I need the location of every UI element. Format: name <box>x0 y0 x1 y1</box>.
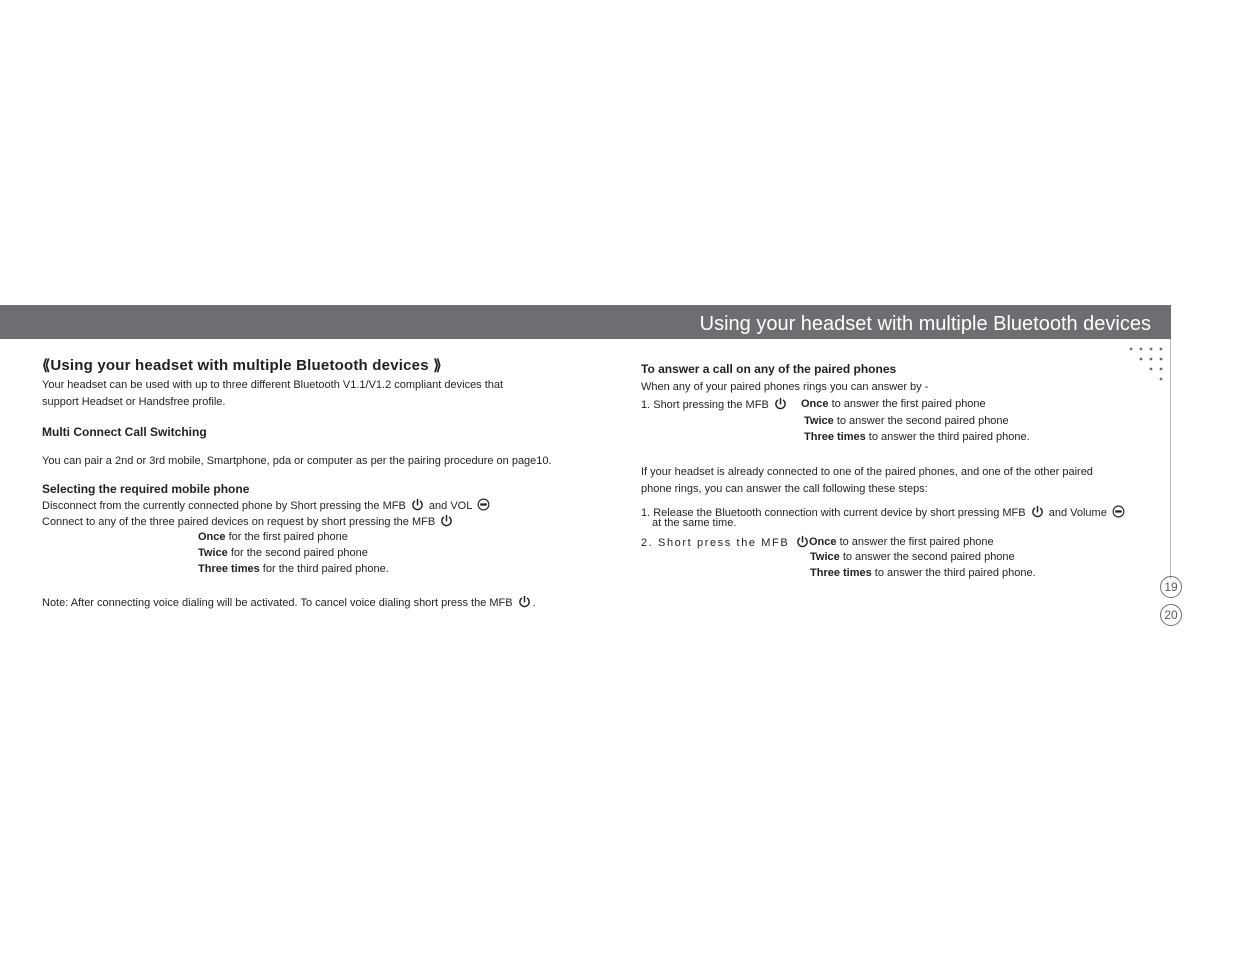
if-connected-line-2: phone rings, you can answer the call following these steps: <box>641 483 928 495</box>
option-text: for the third paired phone. <box>259 563 389 575</box>
left-section-title-row <box>42 356 442 375</box>
step1-option-once <box>801 397 986 411</box>
step2-option-twice <box>810 550 1015 564</box>
multi-connect-heading: Multi Connect Call Switching <box>42 425 207 439</box>
option-bold: Three times <box>810 567 872 579</box>
select-phone-heading: Selecting the required mobile phone <box>42 482 250 496</box>
note-end: . <box>532 597 536 609</box>
decorative-dots-icon <box>1127 345 1167 385</box>
left-bracket-icon: ⟪ <box>42 357 51 374</box>
step1-option-three <box>804 430 1030 444</box>
option-bold: Twice <box>804 415 834 427</box>
power-button-icon <box>1031 505 1044 518</box>
option-bold: Once <box>198 531 226 543</box>
step2-text: 2. Short press the MFB <box>641 537 790 549</box>
left-section-title: Using your headset with multiple Bluetooth devices <box>50 357 429 374</box>
left-option-twice <box>198 546 368 560</box>
release-and-volume: and Volume <box>1048 507 1107 519</box>
option-text: for the second paired phone <box>227 547 368 559</box>
option-text: to answer the third paired phone. <box>871 567 1036 579</box>
answer-call-heading: To answer a call on any of the paired phones <box>641 362 897 376</box>
disconnect-and-vol: and VOL <box>428 500 472 512</box>
page-divider-line <box>1170 339 1171 579</box>
multi-connect-text: You can pair a 2nd or 3rd mobile, Smartphone, pda or computer as per the pairing procedure on page10. <box>42 455 552 467</box>
release-text: 1. Release the Bluetooth connection with current device by short pressing MFB <box>641 507 1026 519</box>
right-bracket-icon: ⟫ <box>433 357 442 374</box>
option-bold: Once <box>801 398 829 410</box>
connect-line <box>42 514 455 529</box>
option-bold: Once <box>809 536 837 548</box>
power-button-icon <box>518 595 531 608</box>
step1-option-twice <box>804 414 1009 428</box>
step2-option-three <box>810 566 1036 580</box>
power-button-icon <box>774 397 787 410</box>
intro-line-1: Your headset can be used with up to three different Bluetooth V1.1/V1.2 compliant devices that <box>42 379 504 391</box>
left-option-once <box>198 530 348 544</box>
if-connected-line-1: If your headset is already connected to one of the paired phones, and one of the other paired <box>641 466 1093 478</box>
step2-option-once <box>809 535 994 549</box>
connect-text: Connect to any of the three paired devices on request by short pressing the MFB <box>42 516 436 528</box>
intro-line-2: support Headset or Handsfree profile. <box>42 396 226 408</box>
page-number-20: 20 <box>1160 604 1182 626</box>
power-button-icon <box>440 514 453 527</box>
header-banner <box>0 305 1171 339</box>
option-bold: Three times <box>198 563 260 575</box>
volume-minus-icon <box>1112 505 1125 518</box>
step1-text: 1. Short pressing the MFB <box>641 399 769 411</box>
option-bold: Twice <box>198 547 228 559</box>
step1-line <box>641 397 789 412</box>
option-text: to answer the second paired phone <box>833 415 1009 427</box>
power-button-icon <box>796 535 809 548</box>
when-text: When any of your paired phones rings you can answer by - <box>641 381 929 393</box>
option-text: to answer the first paired phone <box>828 398 986 410</box>
disconnect-line <box>42 498 492 513</box>
note-text: Note: After connecting voice dialing will be activated. To cancel voice dialing short press the MFB <box>42 597 513 609</box>
page-number-19: 19 <box>1160 576 1182 598</box>
option-text: to answer the first paired phone <box>836 536 994 548</box>
banner-title: Using your headset with multiple Bluetooth devices <box>699 313 1151 335</box>
left-option-three <box>198 562 389 576</box>
option-bold: Twice <box>810 551 840 563</box>
option-bold: Three times <box>804 431 866 443</box>
release-line-2: at the same time. <box>652 517 737 529</box>
power-button-icon <box>411 498 424 511</box>
option-text: for the first paired phone <box>225 531 348 543</box>
disconnect-text: Disconnect from the currently connected phone by Short pressing the MFB <box>42 500 406 512</box>
volume-minus-icon <box>477 498 490 511</box>
step2-line <box>641 535 811 550</box>
option-text: to answer the third paired phone. <box>865 431 1030 443</box>
option-text: to answer the second paired phone <box>839 551 1015 563</box>
note-line <box>42 595 536 610</box>
